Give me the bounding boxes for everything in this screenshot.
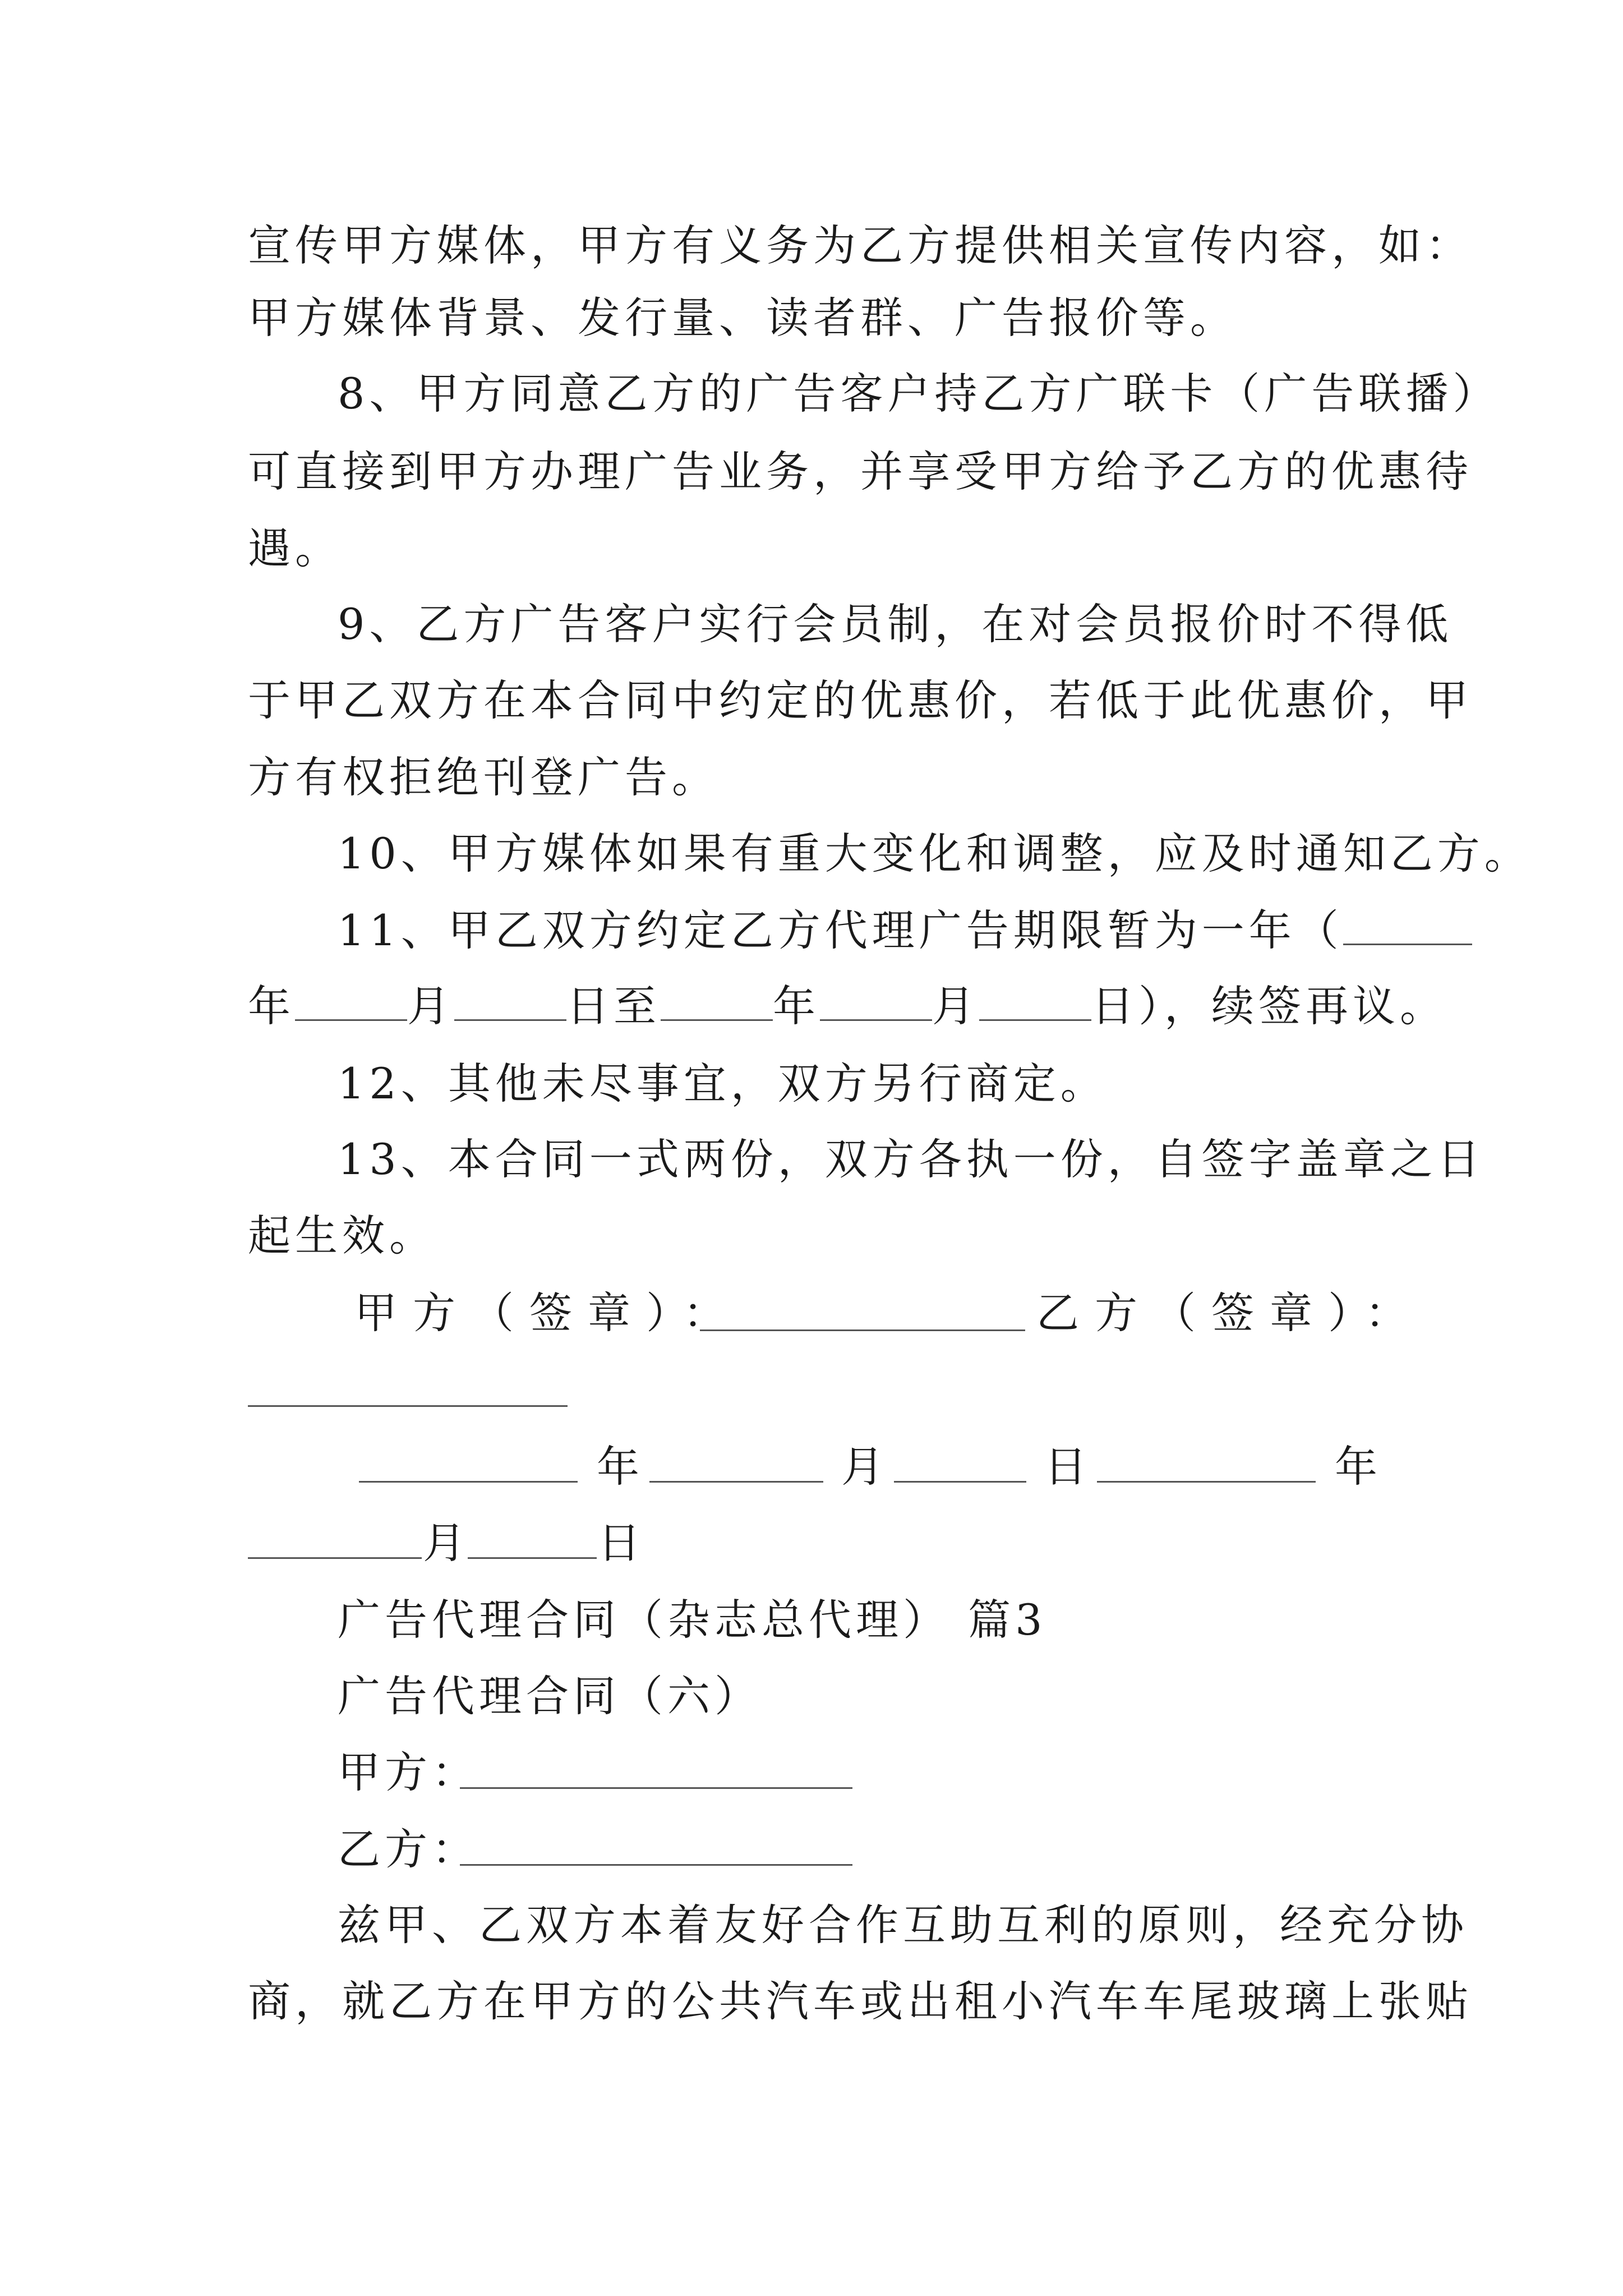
date-year2: 年 — [1335, 1442, 1382, 1492]
term-year: 年 — [248, 981, 295, 1031]
party-a-name-line — [460, 1787, 852, 1789]
section-title: 广告代理合同（杂志总代理） 篇3 — [338, 1595, 1047, 1645]
term-day-to: 日至 — [566, 981, 661, 1031]
term-line — [248, 978, 1447, 1034]
year-blank — [661, 981, 773, 1021]
clause-11 — [338, 903, 1472, 959]
clause-9: 9、乙方广告客户实行会员制，在对会员报价时不得低 — [338, 599, 1453, 649]
party-a-label: 甲方： — [338, 1747, 479, 1797]
date-month: 月 — [841, 1442, 888, 1492]
month-blank — [820, 981, 932, 1021]
party-a-signature-line — [700, 1329, 1025, 1331]
intro-line: 商，就乙方在甲方的公共汽车或出租小汽车车尾玻璃上张贴 — [248, 1976, 1473, 2026]
year-blank — [295, 981, 407, 1021]
term-year2: 年 — [773, 981, 820, 1031]
paragraph-line: 遇。 — [248, 523, 342, 573]
month-blank — [454, 981, 566, 1021]
paragraph-line: 于甲乙双方在本合同中约定的优惠价，若低于此优惠价，甲 — [248, 675, 1473, 725]
date-blank — [468, 1557, 597, 1559]
paragraph-line: 可直接到甲方办理广告业务，并享受甲方给予乙方的优惠待 — [248, 447, 1473, 496]
party-b-label: 乙方： — [338, 1824, 479, 1874]
paragraph-line: 宣传甲方媒体，甲方有义务为乙方提供相关宣传内容，如： — [248, 220, 1473, 270]
term-day-end: 日），续签再议。 — [1091, 981, 1447, 1031]
clause-11-text: 11、甲乙双方约定乙方代理广告期限暂为一年（ — [338, 905, 1343, 955]
paragraph-line: 起生效。 — [248, 1211, 436, 1260]
party-b-signature: 乙方（签章）： — [1036, 1288, 1423, 1338]
clause-12: 12、其他未尽事宜，双方另行商定。 — [338, 1059, 1108, 1108]
intro-line: 兹甲、乙双方本着友好合作互助互利的原则，经充分协 — [338, 1900, 1468, 1950]
party-b-signature-line — [248, 1405, 568, 1407]
term-month2: 月 — [932, 981, 979, 1031]
term-month: 月 — [407, 981, 454, 1031]
date-blank — [649, 1481, 823, 1483]
contract-title: 广告代理合同（六） — [338, 1671, 762, 1721]
clause-13: 13、本合同一式两份，双方各执一份，自签字盖章之日 — [338, 1134, 1484, 1184]
paragraph-line: 甲方媒体背景、发行量、读者群、广告报价等。 — [248, 293, 1237, 343]
clause-10: 10、甲方媒体如果有重大变化和调整，应及时通知乙方。 — [338, 829, 1532, 878]
date-blank — [248, 1557, 422, 1559]
date-blank — [359, 1481, 578, 1483]
date-year: 年 — [597, 1442, 644, 1492]
clause-8: 8、甲方同意乙方的广告客户持乙方广联卡（广告联播） — [338, 369, 1500, 418]
party-a-signature: 甲方（签章）： — [354, 1288, 741, 1338]
date-day2: 日 — [598, 1518, 645, 1568]
date-blank — [1097, 1481, 1316, 1483]
date-day: 日 — [1044, 1442, 1091, 1492]
date-month2: 月 — [423, 1518, 470, 1568]
paragraph-line: 方有权拒绝刊登广告。 — [248, 752, 719, 802]
party-b-name-line — [460, 1864, 852, 1866]
day-blank — [979, 981, 1091, 1021]
year-blank — [1343, 905, 1472, 945]
date-blank — [894, 1481, 1026, 1483]
